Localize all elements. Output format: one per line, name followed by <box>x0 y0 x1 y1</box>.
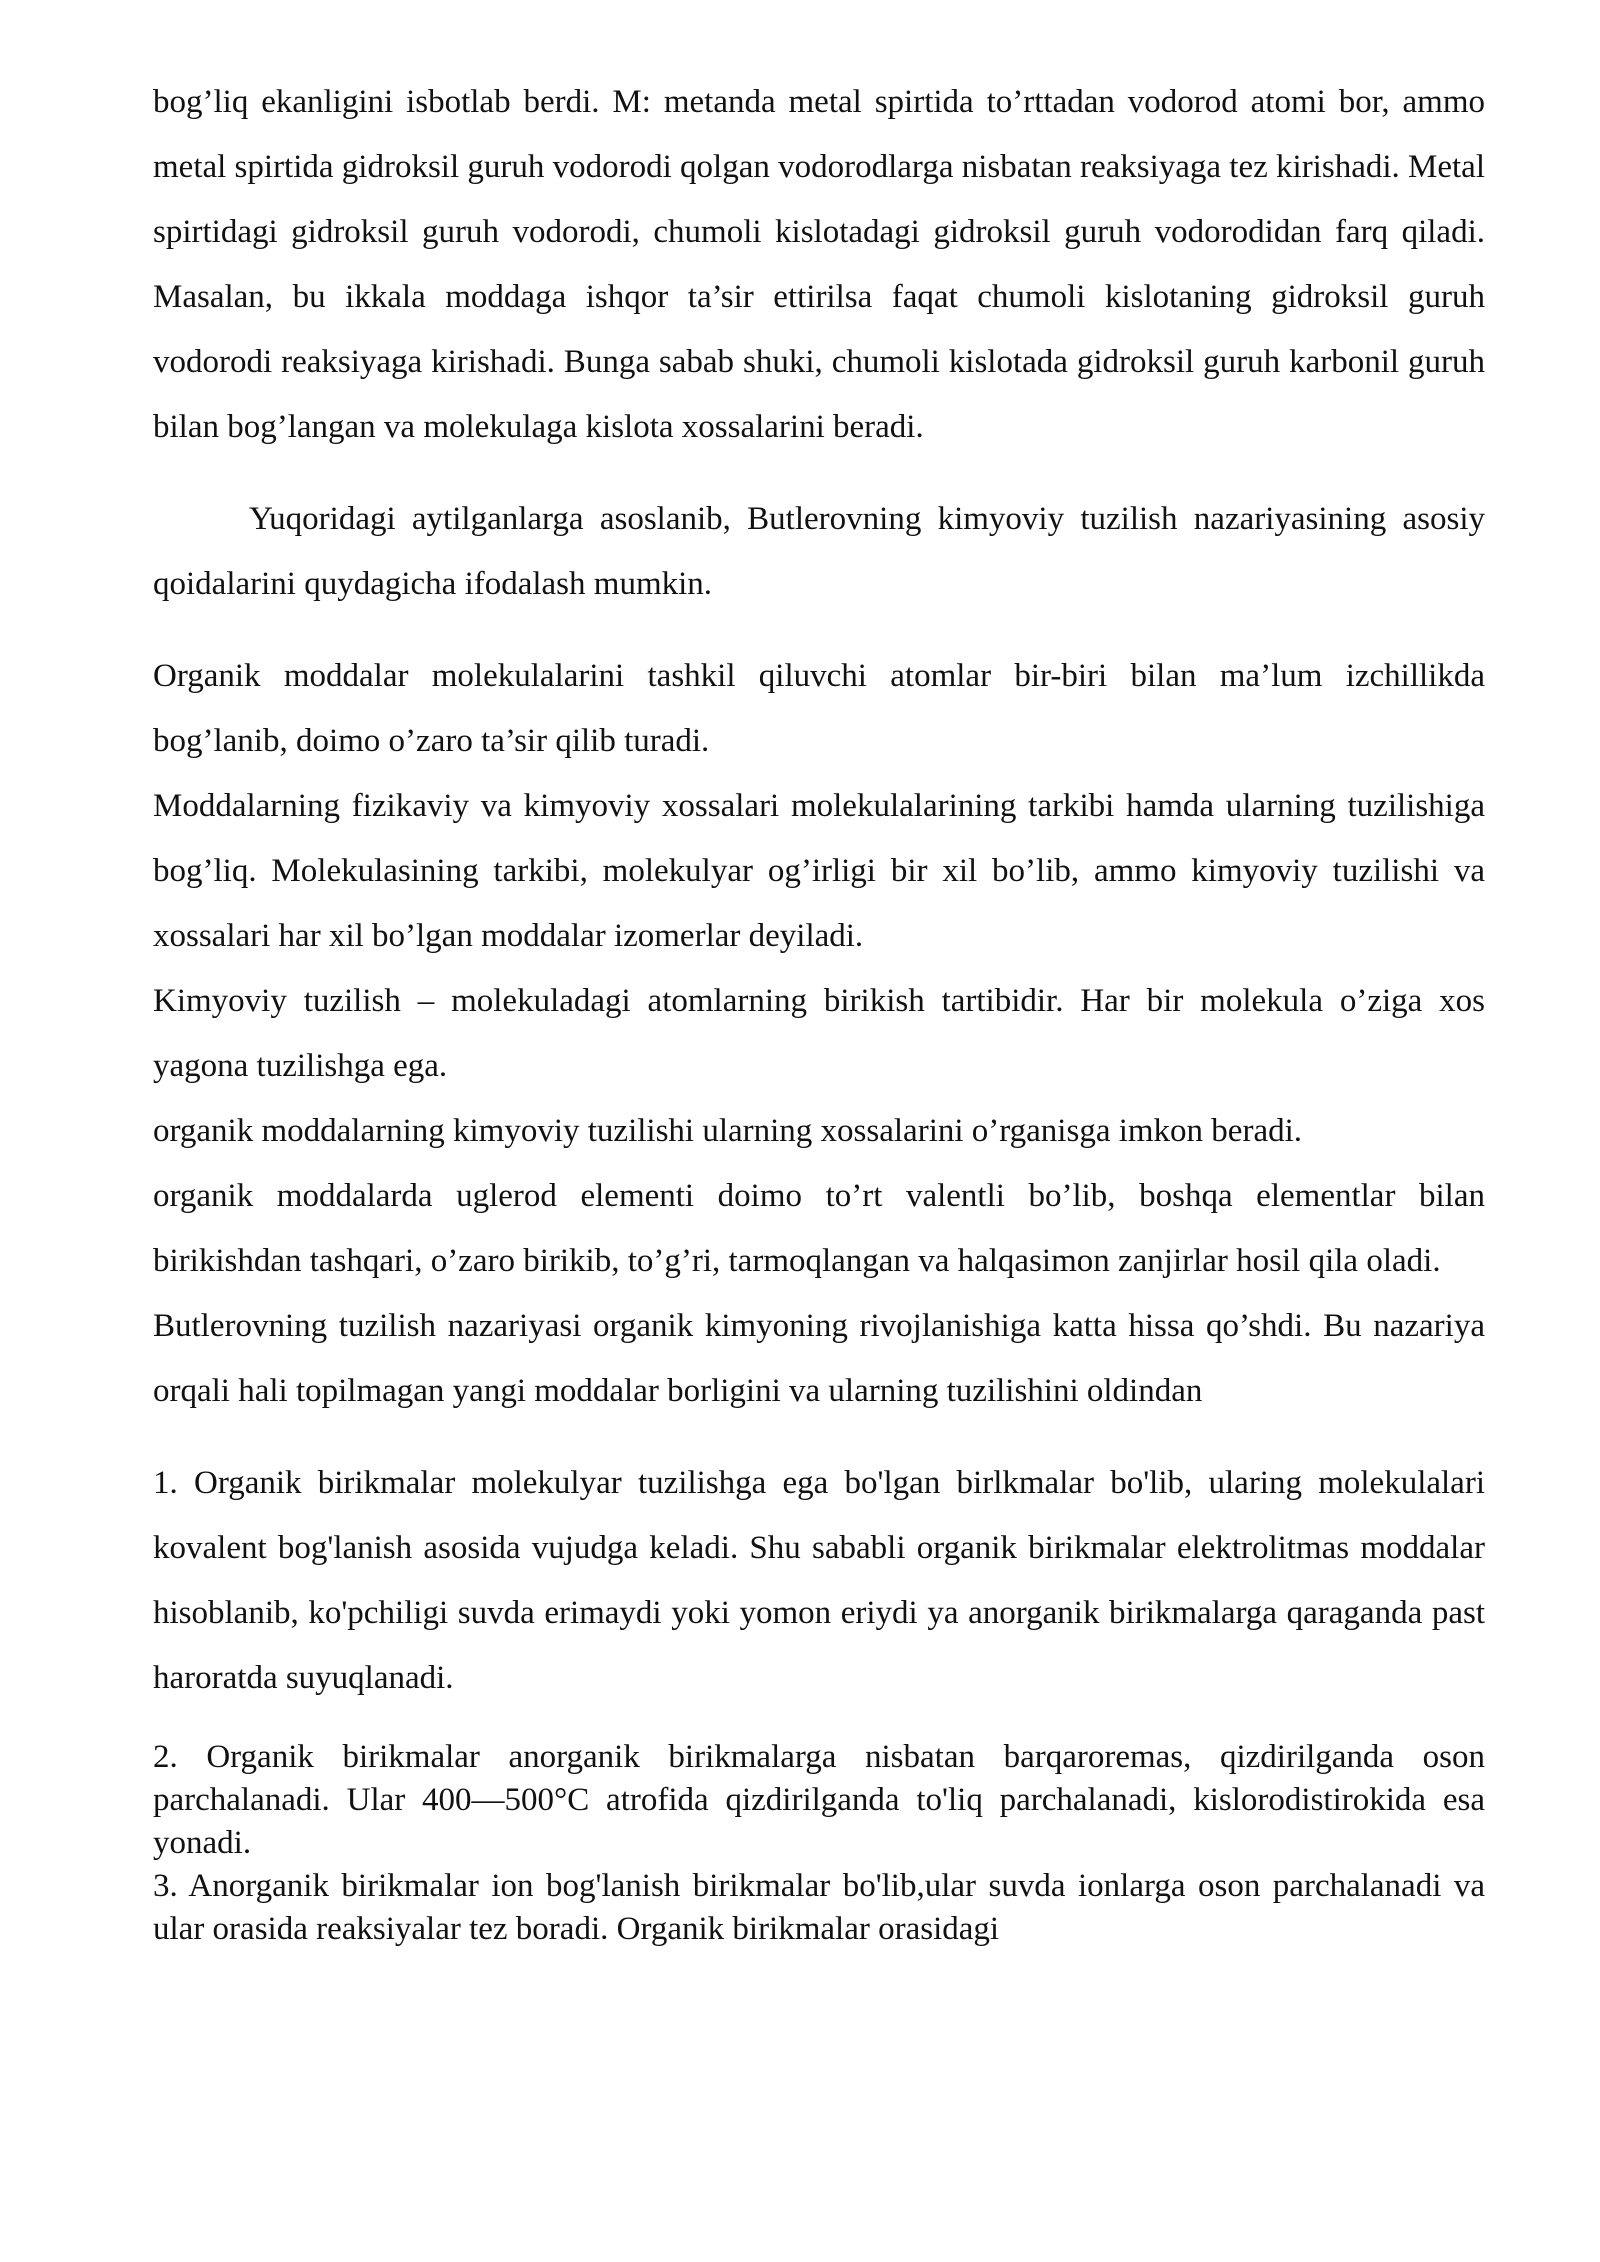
paragraph-rule-atom-order: Organik moddalar molekulalarini tashkil qiluvchi atomlar bir-biri bilan ma’lum izchillikda bog’lanib, doimo o’zaro ta’sir qilib turadi. <box>153 658 1485 759</box>
paragraph-butlerov-proof: bog’liq ekanligini isbotlab berdi. M: metanda metal spirtida to’rttadan vodorod atomi bor, ammo metal spirtida gidroksil guruh vodorodi qolgan vodorodlarga nisbatan reaksiyaga tez kirishadi. Metal spirtidagi gidroksil guruh vodorodi, chumoli kislotadagi gidroksil guruh vodorodidan farq qiladi. Masalan, bu ikkala moddaga ishqor ta’sir ettirilsa faqat chumoli kislotaning gidroksil guruh vodorodi reaksiyaga kirishadi. Bunga sabab shuki, chumoli kislotada gidroksil guruh karbonil guruh bilan bog’langan va molekulaga kislota xossalarini beradi. <box>153 84 1485 445</box>
paragraph-rule-structure: Kimyoviy tuzilish – molekuladagi atomlarning birikish tartibidir. Har bir molekula o’ziga xos yagona tuzilishga ega. <box>153 983 1485 1084</box>
paragraph-rule-study: organik moddalarning kimyoviy tuzilishi ularning xossalarini o’rganisga imkon beradi. <box>153 1113 1303 1149</box>
list-item-1: 1. Organik birikmalar molekulyar tuzilishga ega bo'lgan birlkmalar bo'lib, ularing molekulalari kovalent bog'lanish asosida vujudga keladi. Shu sababli organik birikmalar elektrolitmas moddalar hisoblanib, ko'pchiligi suvda erimaydi yoki yomon eriydi ya anorganik birikmalarga qaraganda past haroratda suyuqlanadi. <box>153 1465 1485 1696</box>
list-item-3: 3. Anorganik birikmalar ion bog'lanish birikmalar bo'lib,ular suvda ionlarga oson parchalanadi va ular orasida reaksiyalar tez boradi. Organik birikmalar orasidagi <box>153 1868 1485 1947</box>
paragraph-rule-carbon: organik moddalarda uglerod elementi doimo to’rt valentli bo’lib, boshqa elementlar bilan birikishdan tashqari, o’zaro birikib, to’g’ri, tarmoqlangan va halqasimon zanjirlar hosil qila oladi. <box>153 1178 1485 1279</box>
document-page <box>153 70 1485 1951</box>
paragraph-rule-properties: Moddalarning fizikaviy va kimyoviy xossalari molekulalarining tarkibi hamda ularning tuzilishiga bog’liq. Molekulasining tarkibi, molekulyar og’irligi bir xil bo’lib, ammo kimyoviy tuzilishi va xossalari har xil bo’lgan moddalar izomerlar deyiladi. <box>153 788 1485 954</box>
list-item-2: 2. Organik birikmalar anorganik birikmalarga nisbatan barqaroremas, qizdirilganda oson parchalanadi. Ular 400—500°C atrofida qizdirilganda to'liq parchalanadi, kislorodistirokida esa yonadi. <box>153 1739 1485 1861</box>
paragraph-theory-intro: Yuqoridagi aytilganlarga asoslanib, Butlerovning kimyoviy tuzilish nazariyasining asosiy qoidalarini quydagicha ifodalash mumkin. <box>153 501 1485 602</box>
paragraph-theory-contribution: Butlerovning tuzilish nazariyasi organik kimyoning rivojlanishiga katta hissa qo’shdi. Bu nazariya orqali hali topilmagan yangi moddalar borligini va ularning tuzilishini oldindan <box>153 1308 1485 1409</box>
